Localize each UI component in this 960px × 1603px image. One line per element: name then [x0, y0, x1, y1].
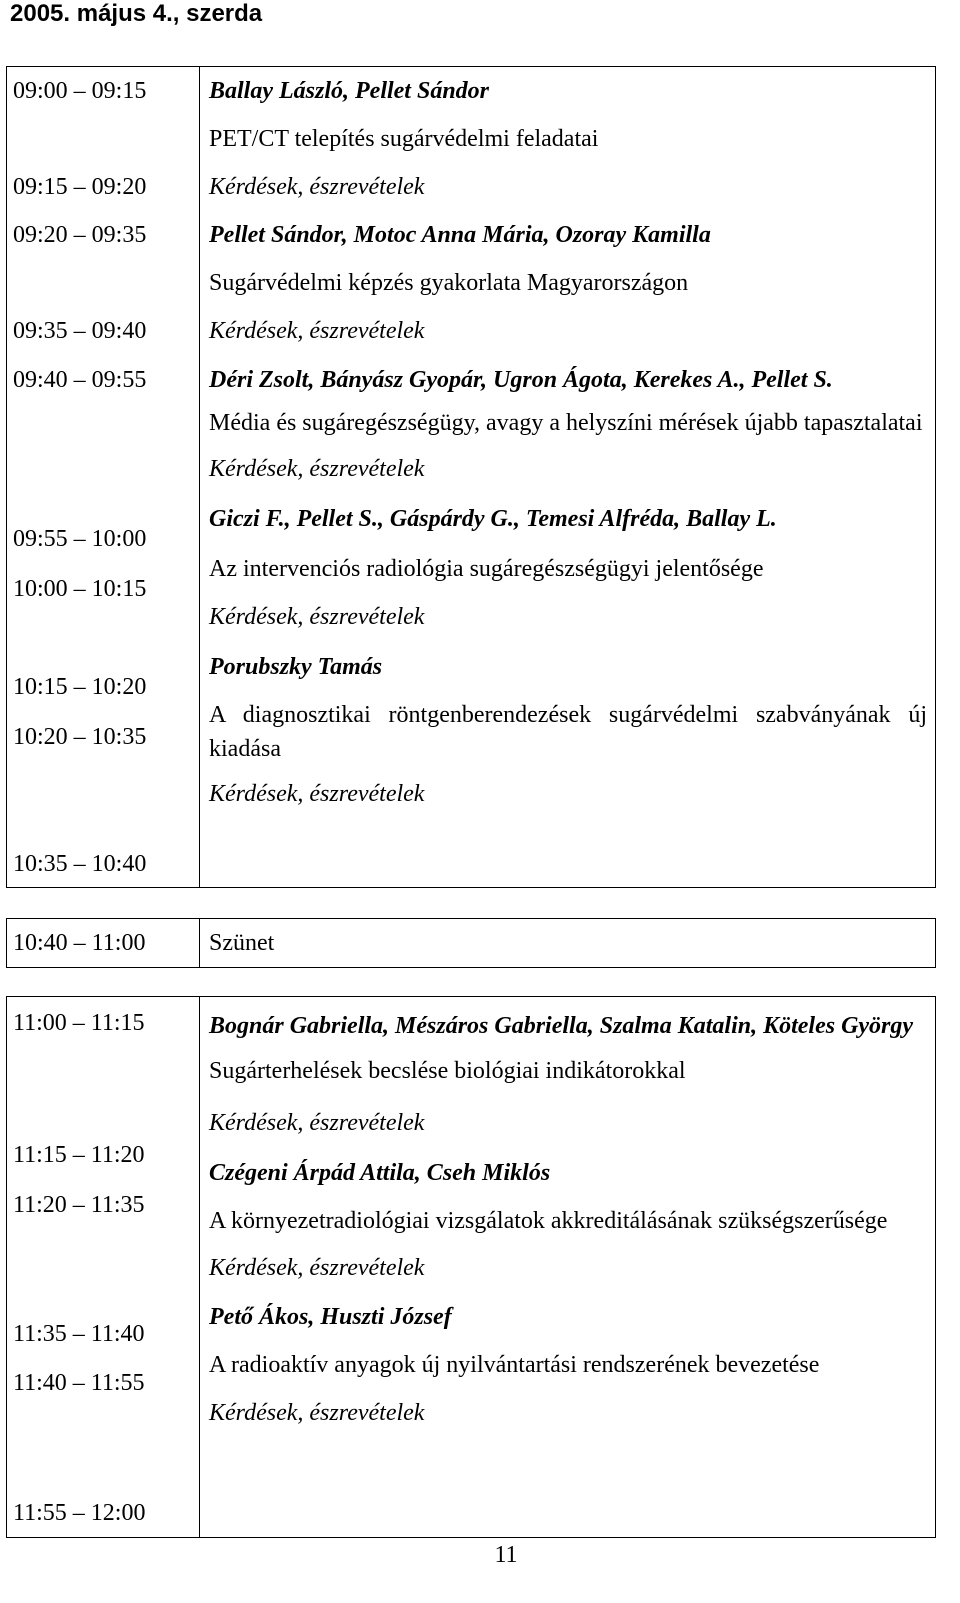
speaker-names: Giczi F., Pellet S., Gáspárdy G., Temesi Alfréda, Ballay L. [209, 506, 777, 532]
time-slot: 11:35 – 11:40 [13, 1321, 145, 1347]
schedule-table-late-morning [6, 996, 936, 1538]
time-slot: 09:15 – 09:20 [13, 174, 147, 200]
speaker-names: Porubszky Tamás [209, 654, 383, 680]
break-label: Szünet [209, 930, 275, 956]
questions-label: Kérdések, észrevételek [209, 1255, 425, 1281]
time-slot: 11:55 – 12:00 [13, 1500, 146, 1526]
talk-title: A környezetradiológiai vizsgálatok akkreditálásának szükségszerűsége [209, 1208, 888, 1234]
speaker-names: Ballay László, Pellet Sándor [209, 78, 490, 104]
page-number: 11 [494, 1542, 518, 1568]
schedule-row [7, 919, 936, 968]
talk-title: Média és sugáregészségügy, avagy a helyszíni mérések újabb tapasztalatai [209, 410, 923, 436]
talk-title: Sugárvédelmi képzés gyakorlata Magyarországon [209, 270, 689, 296]
page-date-heading: 2005. május 4., szerda [10, 0, 263, 27]
time-slot: 10:00 – 10:15 [13, 576, 147, 602]
speaker-names: Pető Ákos, Huszti József [209, 1304, 452, 1330]
time-slot: 09:20 – 09:35 [13, 222, 147, 248]
time-slot: 09:00 – 09:15 [13, 78, 147, 104]
questions-label: Kérdések, észrevételek [209, 1110, 425, 1136]
questions-label: Kérdések, észrevételek [209, 456, 425, 482]
time-slot: 11:00 – 11:15 [13, 1010, 145, 1036]
schedule-row [7, 997, 936, 1538]
talk-title: A radioaktív anyagok új nyilvántartási rendszerének bevezetése [209, 1352, 820, 1378]
questions-label: Kérdések, észrevételek [209, 604, 425, 630]
schedule-row [7, 67, 936, 888]
talk-title: Sugárterhelések becslése biológiai indikátorokkal [209, 1058, 686, 1084]
questions-label: Kérdések, észrevételek [209, 174, 425, 200]
time-slot: 09:35 – 09:40 [13, 318, 147, 344]
time-slot: 11:40 – 11:55 [13, 1370, 145, 1396]
questions-label: Kérdések, észrevételek [209, 781, 425, 807]
time-slot: 11:20 – 11:35 [13, 1192, 145, 1218]
speaker-names: Bognár Gabriella, Mészáros Gabriella, Szalma Katalin, Köteles György [209, 1013, 914, 1039]
questions-label: Kérdések, észrevételek [209, 318, 425, 344]
time-slot: 09:40 – 09:55 [13, 367, 147, 393]
questions-label: Kérdések, észrevételek [209, 1400, 425, 1426]
schedule-table-morning [6, 66, 936, 888]
speaker-names: Pellet Sándor, Motoc Anna Mária, Ozoray Kamilla [209, 222, 711, 248]
time-slot: 10:20 – 10:35 [13, 724, 147, 750]
talk-title: PET/CT telepítés sugárvédelmi feladatai [209, 126, 599, 152]
time-slot: 10:15 – 10:20 [13, 674, 147, 700]
speaker-names: Czégeni Árpád Attila, Cseh Miklós [209, 1160, 551, 1186]
time-slot: 11:15 – 11:20 [13, 1142, 145, 1168]
break-table [6, 918, 936, 968]
time-slot: 10:35 – 10:40 [13, 851, 147, 877]
talk-title: Az intervenciós radiológia sugáregészségügyi jelentősége [209, 556, 764, 582]
talk-title: A diagnosztikai röntgenberendezések sugárvédelmi szabványának új kiadása [209, 702, 927, 762]
time-slot: 09:55 – 10:00 [13, 526, 147, 552]
time-slot: 10:40 – 11:00 [13, 930, 146, 956]
speaker-names: Déri Zsolt, Bányász Gyopár, Ugron Ágota, Kerekes A., Pellet S. [209, 367, 833, 393]
